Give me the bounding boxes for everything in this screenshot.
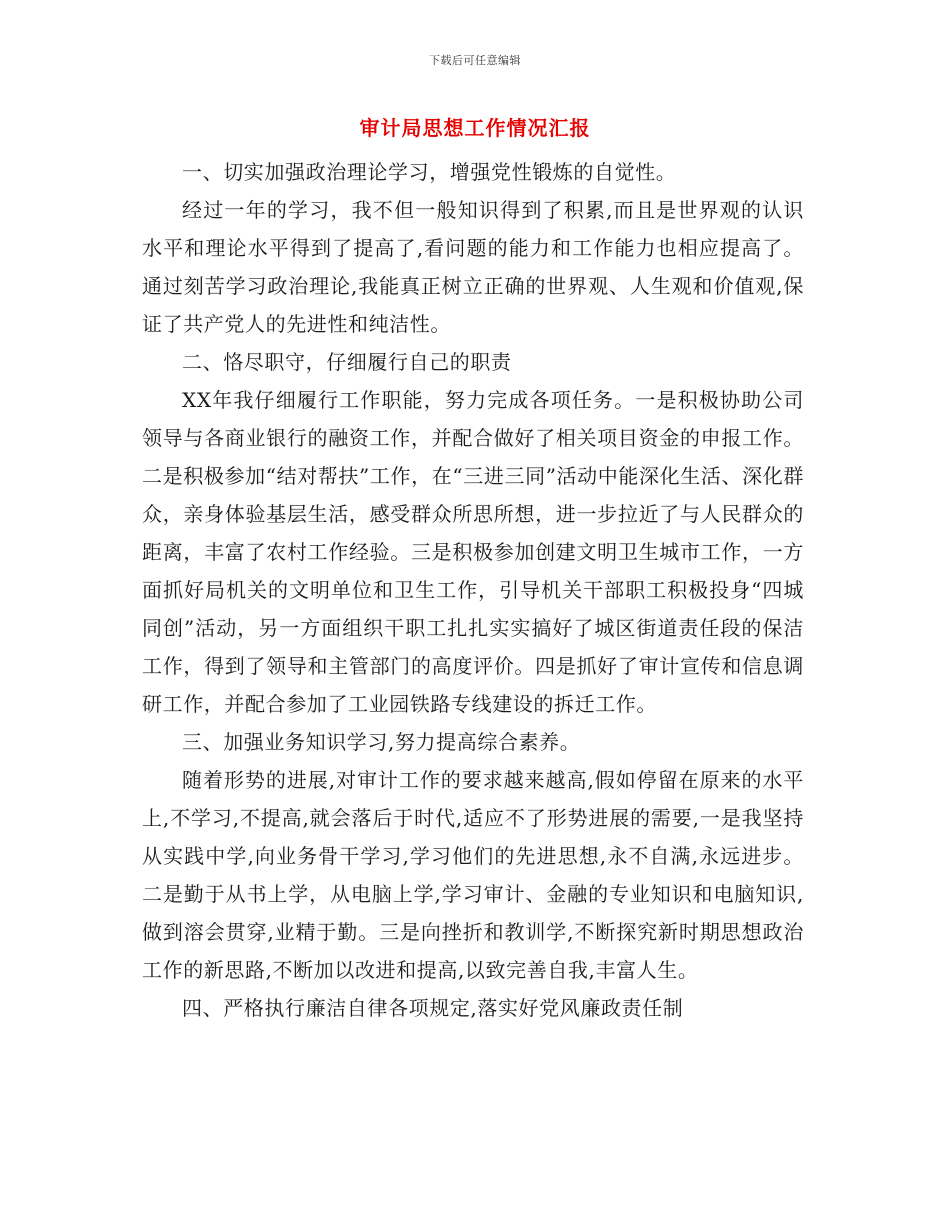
paragraph-professional-learning: 随着形势的进展,对审计工作的要求越来越高,假如停留在原来的水平上,不学习,不提高,就会落后于时代,适应不了形势进展的需要,一是我坚持从实践中学,向业务骨干学习,学习他们的先进思想,永不自满,永远进步。二是勤于从书上学，从电脑上学,学习审计、金融的专业知识和电脑知识,做到溶会贯穿,业精于勤。三是向挫折和教训学,不断探究新时期思想政治工作的新思路,不断加以改进和提高,以致完善自我,丰富人生。 [142,768,804,982]
document-body [142,153,804,1027]
section-heading-2: 二、恪尽职守，仔细履行自己的职责 [182,350,512,374]
download-note: 下载后可任意编辑 [429,54,521,67]
paragraph-study: 经过一年的学习，我不但一般知识得到了积累,而且是世界观的认识水平和理论水平得到了提高了,看问题的能力和工作能力也相应提高了。通过刻苦学习政治理论,我能真正树立正确的世界观、人生观和价值观,保证了共产党人的先进性和纯洁性。 [142,198,804,336]
section-heading-1: 一、切实加强政治理论学习，增强党性锻炼的自觉性。 [182,160,677,184]
paragraph-duties: XX年我仔细履行工作职能，努力完成各项任务。一是积极协助公司领导与各商业银行的融资工作，并配合做好了相关项目资金的申报工作。二是积极参加“结对帮扶”工作，在“三进三同”活动中能深化生活、深化群众，亲身体验基层生活，感受群众所思所想，进一步拉近了与人民群众的距离，丰富了农村工作经验。三是积极参加创建文明卫生城市工作，一方面抓好局机关的文明单位和卫生工作，引导机关干部职工积极投身“四城同创”活动，另一方面组织干职工扎扎实实搞好了城区街道责任段的保洁工作，得到了领导和主管部门的高度评价。四是抓好了审计宣传和信息调研工作，并配合参加了工业园铁路专线建设的拆迁工作。 [142,388,804,716]
section-heading-4: 四、严格执行廉洁自律各项规定,落实好党风廉政责任制 [182,996,684,1020]
document-title: 审计局思想工作情况汇报 [359,116,591,140]
section-heading-3: 三、加强业务知识学习,努力提高综合素养。 [182,730,581,754]
